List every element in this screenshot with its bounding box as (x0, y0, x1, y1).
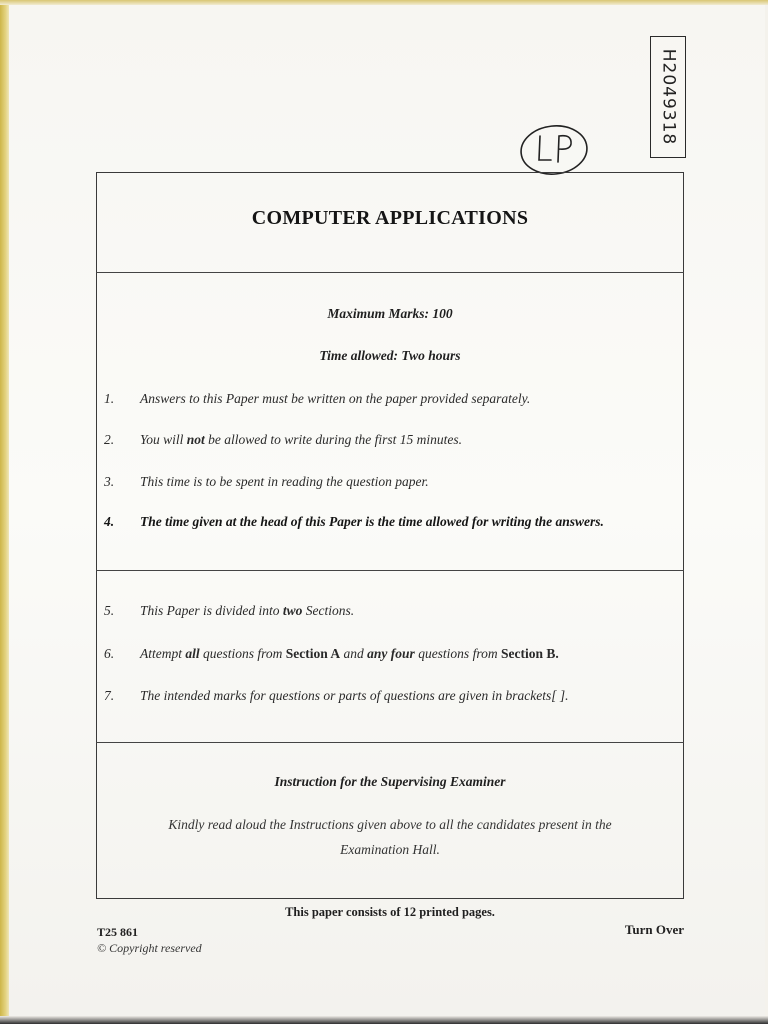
page-count: This paper consists of 12 printed pages. (285, 905, 495, 919)
page-shadow (0, 1016, 768, 1024)
paper-edge (0, 0, 9, 1024)
paper-top-edge (0, 0, 768, 5)
time-allowed: Time allowed: Two hours (319, 348, 461, 363)
paper-code: T25 861 (97, 925, 139, 939)
section-divider (96, 742, 684, 743)
supervisor-note-line: Examination Hall. (340, 842, 440, 857)
paper-title: COMPUTER APPLICATIONS (251, 207, 529, 229)
supervisor-note-line: Kindly read aloud the Instructions given above to all the candidates present in the (168, 817, 612, 832)
serial-number: H2049318 (658, 48, 678, 146)
section-divider (96, 570, 684, 571)
handwritten-mark (518, 120, 592, 178)
maximum-marks: Maximum Marks: 100 (327, 306, 453, 321)
turn-over-note: Turn Over (624, 922, 684, 937)
serial-number-box (650, 36, 686, 158)
section-divider (96, 272, 684, 273)
supervisor-heading: Instruction for the Supervising Examiner (274, 774, 506, 789)
copyright-notice: © Copyright reserved (97, 941, 202, 955)
